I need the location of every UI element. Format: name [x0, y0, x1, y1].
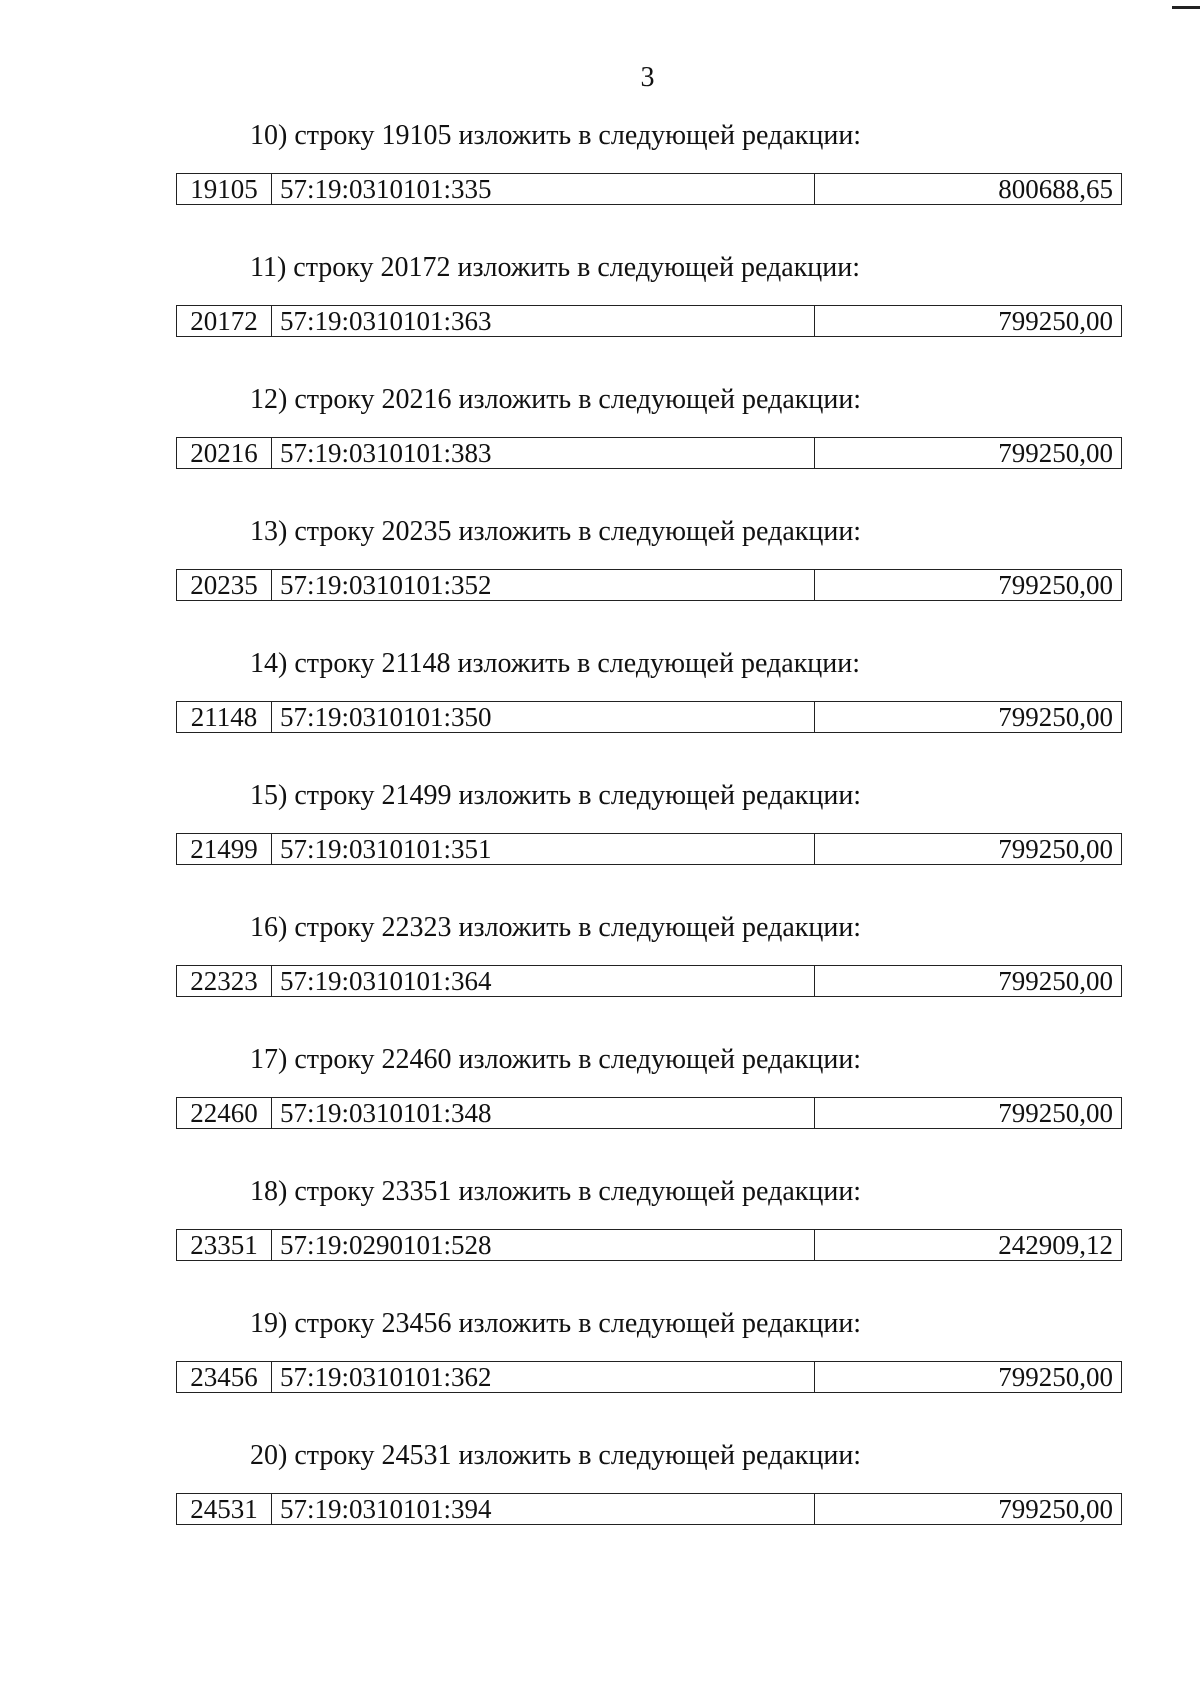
- row-number-cell: 23456: [177, 1362, 272, 1392]
- table-row: [176, 701, 1122, 733]
- value-cell: 799250,00: [998, 306, 1113, 336]
- table-row: [176, 1493, 1122, 1525]
- row-number-cell: 21148: [177, 702, 272, 732]
- value-cell: 799250,00: [998, 1362, 1113, 1392]
- row-number-cell: 24531: [177, 1494, 272, 1524]
- cadastral-number-cell: 57:19:0310101:394: [272, 1494, 815, 1524]
- amendment-entry: [0, 910, 1200, 1042]
- cadastral-number-cell: 57:19:0290101:528: [272, 1230, 815, 1260]
- value-cell: 242909,12: [998, 1230, 1113, 1260]
- row-number-cell: 20216: [177, 438, 272, 468]
- amendment-instruction: 20) строку 24531 изложить в следующей редакции:: [250, 1440, 862, 1471]
- value-cell: 799250,00: [998, 438, 1113, 468]
- amendment-instruction: 16) строку 22323 изложить в следующей редакции:: [250, 912, 862, 943]
- amendment-entry: [0, 646, 1200, 778]
- value-cell: 800688,65: [998, 174, 1113, 204]
- row-number-cell: 22460: [177, 1098, 272, 1128]
- amendment-entry: [0, 1306, 1200, 1438]
- value-cell: 799250,00: [998, 1494, 1113, 1524]
- table-row: [176, 1229, 1122, 1261]
- cadastral-number-cell: 57:19:0310101:364: [272, 966, 815, 996]
- page-number: 3: [640, 62, 655, 93]
- amendment-instruction: 18) строку 23351 изложить в следующей редакции:: [250, 1176, 862, 1207]
- table-row: [176, 569, 1122, 601]
- amendment-instruction: 13) строку 20235 изложить в следующей редакции:: [250, 516, 862, 547]
- table-row: [176, 1097, 1122, 1129]
- value-cell: 799250,00: [998, 570, 1113, 600]
- row-number-cell: 21499: [177, 834, 272, 864]
- amendment-instruction: 12) строку 20216 изложить в следующей редакции:: [250, 384, 862, 415]
- corner-mark: [1172, 6, 1200, 9]
- amendment-entry: [0, 1042, 1200, 1174]
- cadastral-number-cell: 57:19:0310101:351: [272, 834, 815, 864]
- cadastral-number-cell: 57:19:0310101:352: [272, 570, 815, 600]
- table-row: [176, 833, 1122, 865]
- row-number-cell: 20172: [177, 306, 272, 336]
- row-number-cell: 19105: [177, 174, 272, 204]
- value-cell: 799250,00: [998, 702, 1113, 732]
- table-row: [176, 965, 1122, 997]
- amendment-entry: [0, 250, 1200, 382]
- table-row: [176, 305, 1122, 337]
- row-number-cell: 23351: [177, 1230, 272, 1260]
- cadastral-number-cell: 57:19:0310101:363: [272, 306, 815, 336]
- amendment-instruction: 17) строку 22460 изложить в следующей редакции:: [250, 1044, 862, 1075]
- amendment-list: [0, 118, 1200, 1570]
- amendment-instruction: 15) строку 21499 изложить в следующей редакции:: [250, 780, 862, 811]
- value-cell: 799250,00: [998, 1098, 1113, 1128]
- amendment-instruction: 19) строку 23456 изложить в следующей редакции:: [250, 1308, 862, 1339]
- value-cell: 799250,00: [998, 834, 1113, 864]
- cadastral-number-cell: 57:19:0310101:383: [272, 438, 815, 468]
- cadastral-number-cell: 57:19:0310101:348: [272, 1098, 815, 1128]
- table-row: [176, 437, 1122, 469]
- cadastral-number-cell: 57:19:0310101:362: [272, 1362, 815, 1392]
- table-row: [176, 1361, 1122, 1393]
- amendment-instruction: 10) строку 19105 изложить в следующей редакции:: [250, 120, 862, 151]
- amendment-entry: [0, 118, 1200, 250]
- amendment-entry: [0, 382, 1200, 514]
- cadastral-number-cell: 57:19:0310101:335: [272, 174, 815, 204]
- value-cell: 799250,00: [998, 966, 1113, 996]
- amendment-instruction: 11) строку 20172 изложить в следующей редакции:: [250, 252, 861, 283]
- cadastral-number-cell: 57:19:0310101:350: [272, 702, 815, 732]
- row-number-cell: 20235: [177, 570, 272, 600]
- table-row: [176, 173, 1122, 205]
- amendment-entry: [0, 1174, 1200, 1306]
- row-number-cell: 22323: [177, 966, 272, 996]
- amendment-entry: [0, 1438, 1200, 1570]
- amendment-entry: [0, 778, 1200, 910]
- amendment-instruction: 14) строку 21148 изложить в следующей редакции:: [250, 648, 861, 679]
- amendment-entry: [0, 514, 1200, 646]
